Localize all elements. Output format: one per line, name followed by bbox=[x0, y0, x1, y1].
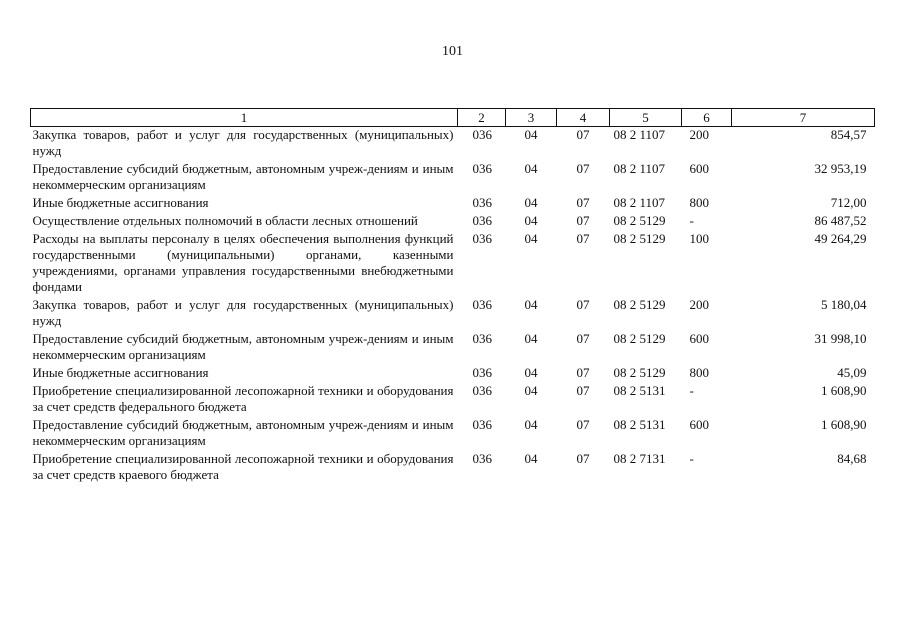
header-col-4: 4 bbox=[557, 109, 610, 127]
row-subsection: 07 bbox=[576, 231, 590, 246]
row-expense-type: 200 bbox=[689, 297, 709, 312]
row-description: Закупка товаров, работ и услуг для государственных (муниципальных) нужд bbox=[32, 297, 454, 328]
row-subsection: 07 bbox=[576, 127, 590, 142]
row-target-article: 08 2 1107 bbox=[613, 161, 666, 176]
row-description: Приобретение специализированной лесопожарной техники и оборудования за счет средств краевого бюджета bbox=[32, 451, 454, 482]
table-header bbox=[31, 109, 875, 127]
table-row bbox=[31, 213, 875, 231]
row-subsection: 07 bbox=[576, 213, 590, 228]
row-target-article: 08 2 5129 bbox=[613, 331, 666, 346]
row-amount: 712,00 bbox=[830, 195, 867, 210]
row-amount: 854,57 bbox=[830, 127, 867, 142]
row-expense-type: 600 bbox=[689, 331, 709, 346]
row-admin-code: 036 bbox=[472, 127, 492, 142]
row-target-article: 08 2 5129 bbox=[613, 297, 666, 312]
row-amount: 1 608,90 bbox=[821, 383, 867, 398]
row-description: Предоставление субсидий бюджетным, автономным учреж-дениям и иным некоммерческим организациям bbox=[32, 161, 454, 192]
row-subsection: 07 bbox=[576, 161, 590, 176]
row-expense-type: - bbox=[689, 213, 694, 228]
table-body bbox=[31, 127, 875, 486]
row-subsection: 07 bbox=[576, 417, 590, 432]
row-subsection: 07 bbox=[576, 297, 590, 312]
row-description: Иные бюджетные ассигнования bbox=[32, 365, 209, 380]
header-col-5: 5 bbox=[610, 109, 682, 127]
row-subsection: 07 bbox=[576, 451, 590, 466]
row-subsection: 07 bbox=[576, 365, 590, 380]
row-admin-code: 036 bbox=[472, 331, 492, 346]
row-expense-type: 100 bbox=[689, 231, 709, 246]
row-section: 04 bbox=[524, 161, 538, 176]
budget-table bbox=[30, 108, 875, 485]
row-target-article: 08 2 5131 bbox=[613, 383, 666, 398]
row-section: 04 bbox=[524, 451, 538, 466]
row-target-article: 08 2 1107 bbox=[613, 195, 666, 210]
table-row bbox=[31, 383, 875, 417]
row-admin-code: 036 bbox=[472, 383, 492, 398]
row-description: Предоставление субсидий бюджетным, автономным учреж-дениям и иным некоммерческим организациям bbox=[32, 417, 454, 448]
row-admin-code: 036 bbox=[472, 195, 492, 210]
row-expense-type: 600 bbox=[689, 417, 709, 432]
table-row bbox=[31, 127, 875, 162]
row-expense-type: 800 bbox=[689, 195, 709, 210]
row-admin-code: 036 bbox=[472, 365, 492, 380]
row-amount: 32 953,19 bbox=[814, 161, 867, 176]
header-row bbox=[31, 109, 875, 127]
row-target-article: 08 2 5131 bbox=[613, 417, 666, 432]
row-description: Иные бюджетные ассигнования bbox=[32, 195, 209, 210]
row-section: 04 bbox=[524, 127, 538, 142]
row-amount: 5 180,04 bbox=[821, 297, 867, 312]
row-admin-code: 036 bbox=[472, 297, 492, 312]
row-expense-type: 200 bbox=[689, 127, 709, 142]
row-target-article: 08 2 5129 bbox=[613, 213, 666, 228]
row-amount: 86 487,52 bbox=[814, 213, 867, 228]
row-expense-type: - bbox=[689, 383, 694, 398]
row-section: 04 bbox=[524, 213, 538, 228]
row-target-article: 08 2 7131 bbox=[613, 451, 666, 466]
table-row bbox=[31, 231, 875, 297]
row-amount: 1 608,90 bbox=[821, 417, 867, 432]
table-row bbox=[31, 161, 875, 195]
table-row bbox=[31, 331, 875, 365]
row-section: 04 bbox=[524, 383, 538, 398]
header-col-1: 1 bbox=[31, 109, 458, 127]
row-description: Предоставление субсидий бюджетным, автономным учреж-дениям и иным некоммерческим организациям bbox=[32, 331, 454, 362]
row-admin-code: 036 bbox=[472, 417, 492, 432]
row-admin-code: 036 bbox=[472, 161, 492, 176]
row-amount: 31 998,10 bbox=[814, 331, 867, 346]
row-target-article: 08 2 5129 bbox=[613, 365, 666, 380]
row-admin-code: 036 bbox=[472, 231, 492, 246]
row-section: 04 bbox=[524, 231, 538, 246]
row-amount: 45,09 bbox=[837, 365, 867, 380]
row-section: 04 bbox=[524, 365, 538, 380]
row-section: 04 bbox=[524, 195, 538, 210]
row-description: Приобретение специализированной лесопожарной техники и оборудования за счет средств федерального бюджета bbox=[32, 383, 454, 414]
row-admin-code: 036 bbox=[472, 213, 492, 228]
header-col-2: 2 bbox=[458, 109, 506, 127]
row-section: 04 bbox=[524, 297, 538, 312]
header-col-3: 3 bbox=[506, 109, 557, 127]
row-admin-code: 036 bbox=[472, 451, 492, 466]
row-subsection: 07 bbox=[576, 383, 590, 398]
row-subsection: 07 bbox=[576, 195, 590, 210]
row-description: Закупка товаров, работ и услуг для государственных (муниципальных) нужд bbox=[32, 127, 454, 158]
row-subsection: 07 bbox=[576, 331, 590, 346]
row-expense-type: 600 bbox=[689, 161, 709, 176]
table-row bbox=[31, 297, 875, 331]
table-row bbox=[31, 417, 875, 451]
row-amount: 49 264,29 bbox=[814, 231, 867, 246]
row-target-article: 08 2 1107 bbox=[613, 127, 666, 142]
row-section: 04 bbox=[524, 417, 538, 432]
row-expense-type: 800 bbox=[689, 365, 709, 380]
row-section: 04 bbox=[524, 331, 538, 346]
row-description: Осуществление отдельных полномочий в области лесных отношений bbox=[32, 213, 418, 228]
row-amount: 84,68 bbox=[837, 451, 867, 466]
table-row bbox=[31, 195, 875, 213]
header-col-6: 6 bbox=[682, 109, 732, 127]
row-target-article: 08 2 5129 bbox=[613, 231, 666, 246]
header-col-7: 7 bbox=[732, 109, 875, 127]
table-row bbox=[31, 451, 875, 485]
row-expense-type: - bbox=[689, 451, 694, 466]
row-description: Расходы на выплаты персоналу в целях обеспечения выполнения функций государственными (муниципальными) органами, казенными учреждениями, органами управления государственными внебюджетными фондами bbox=[32, 231, 454, 294]
table-row bbox=[31, 365, 875, 383]
page-number: 101 bbox=[442, 44, 463, 59]
